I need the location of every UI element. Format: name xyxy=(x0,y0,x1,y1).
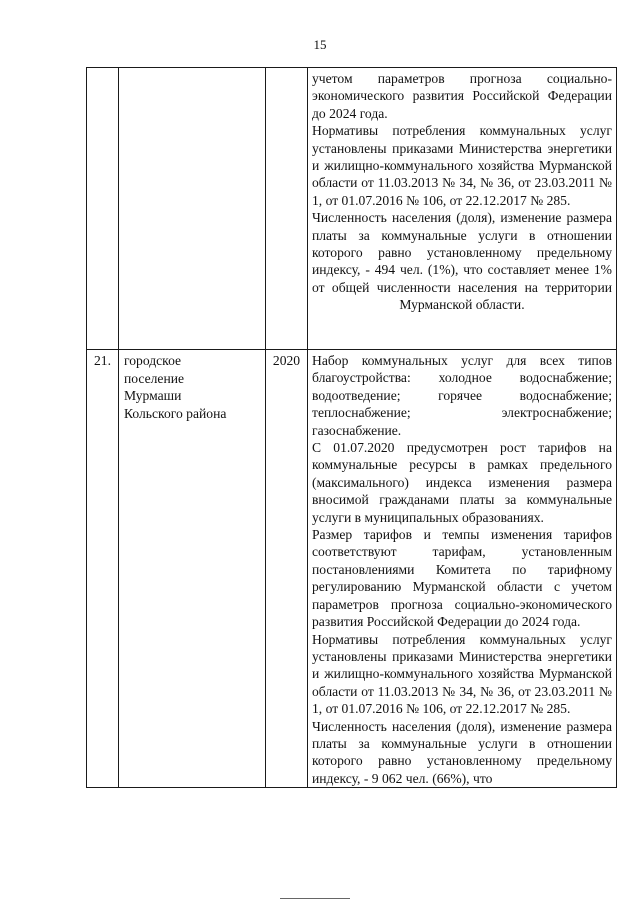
paragraph-forecast: учетом параметров прогноза социально-экономического развития Российской Федерации до 2024 года. xyxy=(312,71,612,121)
page-bottom-rule xyxy=(280,898,350,899)
cell-number-empty xyxy=(87,68,119,350)
row-number: 21. xyxy=(87,350,119,788)
paragraph-norms: Нормативы потребления коммунальных услуг установлены приказами Министерства энергетики и жилищно-коммунального хозяйства Мурманской области от 11.03.2013 № 34, № 36, от 23.03.2011 № 1, от 01.07.2016 № 106, от 22.12.2017 № 285. xyxy=(312,631,612,717)
page-number: 15 xyxy=(313,37,327,52)
cell-year: 2020 xyxy=(266,350,308,788)
tariff-table xyxy=(86,67,617,788)
cell-municipality xyxy=(119,350,266,788)
cell-year-empty xyxy=(266,68,308,350)
paragraph-tariff-growth: С 01.07.2020 предусмотрен рост тарифов на коммунальные ресурсы в рамках предельного (максимального) индекса изменения размера вносимой гражданами платы за коммунальные услуги в муниципальных образованиях. xyxy=(312,440,612,525)
place-line: Кольского района xyxy=(124,405,227,421)
paragraph-population: Численность населения (доля), изменение размера платы за коммунальные услуги в отношении которого равно установленному предельному индексу, - 494 чел. (1%), что составляет менее 1% от общей численности населения на территории Мурманской области. xyxy=(312,210,612,313)
paragraph-population: Численность населения (доля), изменение размера платы за коммунальные услуги в отношении которого равно установленному предельному индексу, - 9 062 чел. (66%), что xyxy=(312,718,612,786)
cell-place-empty xyxy=(119,68,266,350)
table-row-21 xyxy=(87,350,617,788)
paragraph-norms: Нормативы потребления коммунальных услуг установлены приказами Министерства энергетики и жилищно-коммунального хозяйства Мурманской области от 11.03.2013 № 34, № 36, от 23.03.2011 № 1, от 01.07.2016 № 106, от 22.12.2017 № 285. xyxy=(312,123,612,208)
cell-description xyxy=(308,350,617,788)
place-line: поселение xyxy=(124,370,185,386)
place-line: Мурмаши xyxy=(124,388,182,404)
paragraph-services: Набор коммунальных услуг для всех типов благоустройства: холодное водоснабжение; водоотведение; горячее водоснабжение; теплоснабжение; электроснабжение; газоснабжение. xyxy=(312,353,612,438)
table-row-continuation xyxy=(87,68,617,350)
cell-description xyxy=(308,68,617,350)
place-line: городское xyxy=(124,353,182,368)
paragraph-tariff-rates: Размер тарифов и темпы изменения тарифов соответствуют тарифам, установленным постановлениями Комитета по тарифному регулированию Мурманской области с учетом параметров прогноза социально-экономического развития Российской Федерации до 2024 года. xyxy=(312,527,612,630)
